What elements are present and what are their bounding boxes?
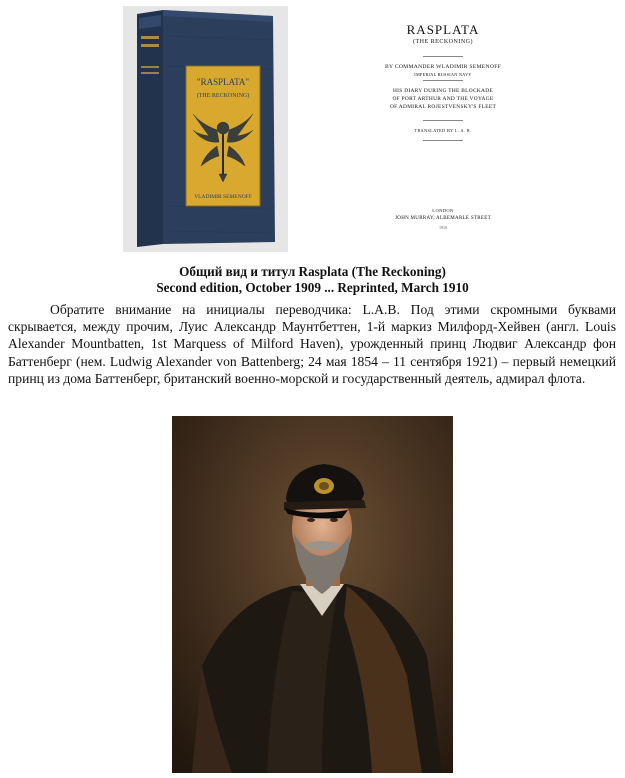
title-page-publisher: JOHN MURRAY, ALBEMARLE STREET — [395, 216, 491, 221]
portrait-painting — [172, 416, 453, 773]
cover-title: "RASPLATA" — [196, 77, 250, 87]
divider — [423, 56, 463, 57]
cover-subtitle: (THE RECKONING) — [196, 93, 250, 99]
divider — [423, 120, 463, 121]
divider — [423, 80, 463, 81]
title-page-subtitle: (THE RECKONING) — [413, 39, 473, 45]
body-paragraph: Обратите внимание на инициалы переводчика: L.A.B. Под этими скромными буквами скрывается, между прочим, Луис Александр Маунтбеттен, 1-й маркиз Милфорд-Хейвен (англ. Louis Alexander Mountbatten, 1st Marquess of Milford Haven), урожденный принц Людвиг Александр фон Баттенберг (нем. Ludwig Alexander von Battenberg; 24 мая 1854 – 11 сентября 1921) – первый немецкий принц из дома Баттенберг, британский военно-морской и государственный деятель, адмирал флота. — [8, 302, 616, 386]
title-page-year: 1910 — [439, 225, 447, 230]
title-page-author: BY COMMANDER WLADIMIR SEMENOFF — [384, 64, 502, 70]
book-cover-photo — [123, 6, 288, 252]
caption-line-2: Second edition, October 1909 ... Reprinted, March 1910 — [156, 280, 469, 295]
title-page-title: RASPLATA — [406, 22, 480, 37]
description-line: OF PORT ARTHUR AND THE VOYAGE — [392, 96, 494, 102]
description-line: OF ADMIRAL ROJESTVENSKY'S FLEET — [389, 104, 497, 110]
title-page-author-rank: IMPERIAL RUSSIAN NAVY — [414, 72, 472, 77]
description-line: HIS DIARY DURING THE BLOCKADE — [392, 88, 494, 94]
title-page-description — [374, 87, 512, 111]
title-page-image — [368, 6, 518, 252]
figure-caption — [0, 264, 625, 296]
title-page-translator: TRANSLATED BY L. A. B. — [414, 128, 472, 133]
title-page-city: LONDON — [432, 208, 454, 213]
divider — [423, 140, 463, 141]
cover-author: VLADIMIR SEMENOFF — [194, 194, 252, 200]
caption-line-1: Общий вид и титул Rasplata (The Reckoning) — [179, 264, 446, 279]
